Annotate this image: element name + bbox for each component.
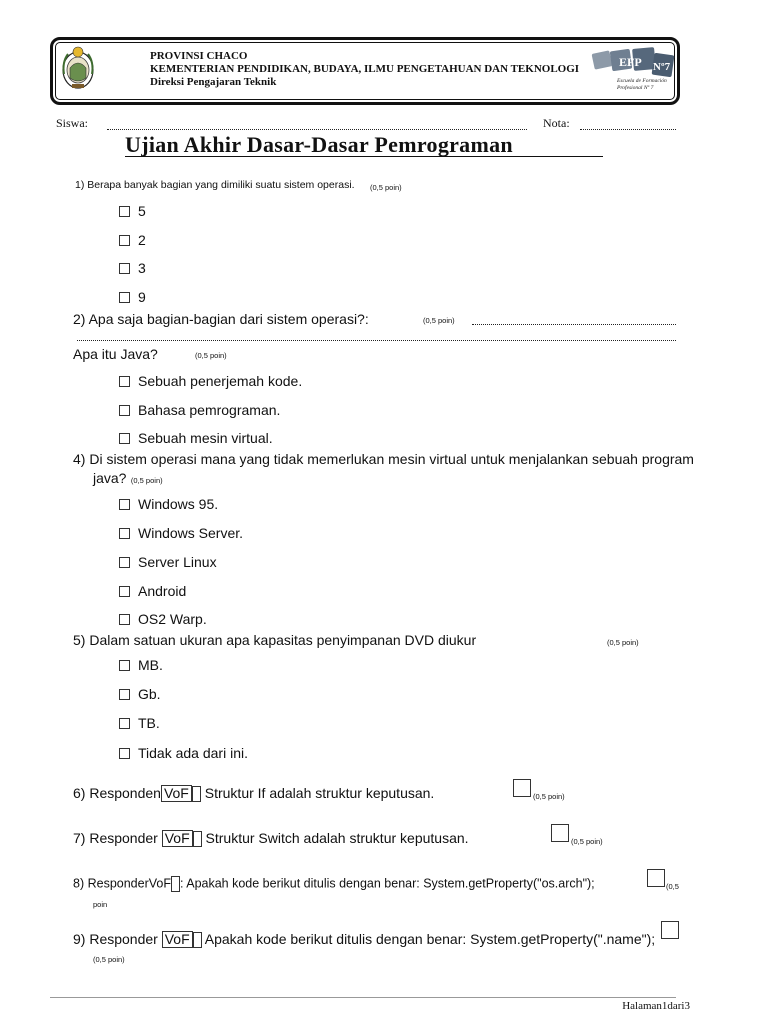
student-label: Siswa:: [56, 116, 89, 130]
vof-field[interactable]: VoF: [162, 830, 193, 847]
option-label: Android: [138, 583, 187, 599]
answer-line[interactable]: [472, 324, 676, 325]
option[interactable]: [119, 289, 146, 305]
option[interactable]: [119, 496, 218, 512]
option[interactable]: [119, 232, 146, 248]
option[interactable]: [119, 715, 160, 731]
question-3-points: (0,5 poin): [195, 351, 227, 360]
option-label: Sebuah mesin virtual.: [138, 430, 273, 446]
vof-colon-box: [193, 932, 202, 948]
option[interactable]: [119, 611, 207, 627]
question-8-points-2: poin: [93, 900, 108, 909]
question-5-points: (0,5 poin): [607, 638, 639, 647]
checkbox[interactable]: [119, 614, 130, 625]
option-label: Bahasa pemrograman.: [138, 402, 281, 418]
option[interactable]: [119, 373, 302, 389]
student-name-line[interactable]: [107, 129, 527, 130]
option[interactable]: [119, 525, 243, 541]
option[interactable]: [119, 430, 273, 446]
checkbox[interactable]: [119, 586, 130, 597]
checkbox[interactable]: [119, 557, 130, 568]
answer-box[interactable]: [513, 779, 531, 797]
checkbox[interactable]: [119, 499, 130, 510]
question-6-points: (0,5 poin): [533, 792, 565, 801]
checkbox[interactable]: [119, 689, 130, 700]
question-4-line2: [93, 470, 163, 488]
question-9-points: (0,5 poin): [93, 955, 125, 964]
answer-box[interactable]: [647, 869, 665, 887]
footer-divider: [50, 997, 676, 998]
checkbox[interactable]: [119, 292, 130, 303]
grade-label: Nota:: [543, 116, 570, 130]
grade-line[interactable]: [580, 129, 676, 130]
question-8: [73, 876, 595, 892]
logo-number: Nº7: [653, 61, 671, 73]
vof-field[interactable]: VoF: [162, 931, 193, 948]
checkbox[interactable]: [119, 376, 130, 387]
option-label: Windows Server.: [138, 525, 244, 541]
question-2-points: (0,5 poin): [423, 316, 455, 325]
checkbox[interactable]: [119, 528, 130, 539]
question-9-prefix: 9) Responder: [73, 931, 158, 947]
checkbox[interactable]: [119, 718, 130, 729]
question-6-statement: Struktur If adalah struktur keputusan.: [204, 785, 435, 801]
checkbox[interactable]: [119, 263, 130, 274]
question-7-statement: Struktur Switch adalah struktur keputusan.: [205, 830, 469, 846]
checkbox[interactable]: [119, 748, 130, 759]
option-label: 2: [138, 232, 146, 248]
option[interactable]: [119, 583, 186, 599]
checkbox[interactable]: [119, 660, 130, 671]
vof-colon-box: [192, 786, 201, 802]
page-number: Halaman1dari3: [622, 1000, 690, 1012]
checkbox[interactable]: [119, 405, 130, 416]
option-label: Server Linux: [138, 554, 217, 570]
option[interactable]: [119, 554, 217, 570]
question-4-text-2: java?: [93, 470, 127, 486]
question-8-mid: : A: [179, 876, 195, 891]
question-8-prefix[interactable]: 8) ResponderVoF: [73, 876, 171, 891]
question-1-text: 1) Berapa banyak bagian yang dimiliki suatu sistem operasi.: [75, 179, 355, 191]
option[interactable]: [119, 260, 146, 276]
checkbox[interactable]: [119, 433, 130, 444]
logo-caption-2: Profesional Nº 7: [617, 85, 654, 91]
question-9-statement: Apakah kode berikut ditulis dengan benar: System.getProperty(".name");: [204, 931, 656, 947]
answer-line[interactable]: [77, 340, 676, 341]
question-5-text: 5) Dalam satuan ukuran apa kapasitas penyimpanan DVD diukur: [73, 632, 477, 648]
question-3-text: Apa itu Java?: [73, 346, 158, 362]
question-2-text: 2) Apa saja bagian-bagian dari sistem operasi?:: [73, 311, 369, 327]
option-label: OS2 Warp.: [138, 611, 207, 627]
logo-caption-1: Escuela de Formación: [617, 78, 667, 84]
header-ministry: KEMENTERIAN PENDIDIKAN, BUDAYA, ILMU PENGETAHUAN DAN TEKNOLOGI: [150, 63, 580, 75]
header-text: [150, 50, 579, 89]
vof-colon-box: [171, 876, 180, 892]
question-7-points: (0,5 poin): [571, 837, 603, 846]
school-logo-icon: [589, 46, 679, 98]
option-label: 9: [138, 289, 146, 305]
option-label: 3: [138, 260, 146, 276]
question-8-statement: pakah kode berikut ditulis dengan benar: System.getProperty("os.arch");: [194, 876, 595, 891]
question-8-points: (0,5: [666, 882, 679, 891]
option-label: Sebuah penerjemah kode.: [138, 373, 303, 389]
option-label: MB.: [138, 657, 163, 673]
option-label: TB.: [138, 715, 160, 731]
question-1: [75, 179, 355, 191]
option[interactable]: [119, 203, 146, 219]
question-7: [73, 830, 469, 847]
question-6: [73, 785, 434, 802]
checkbox[interactable]: [119, 206, 130, 217]
answer-box[interactable]: [551, 824, 569, 842]
question-9: [73, 931, 655, 948]
provincial-seal-icon: [60, 44, 96, 92]
option[interactable]: [119, 657, 163, 673]
option[interactable]: [119, 686, 161, 702]
exam-title: Ujian Akhir Dasar-Dasar Pemrograman: [125, 132, 513, 157]
option-label: Gb.: [138, 686, 161, 702]
title-underline: [125, 156, 603, 157]
logo-lettering: EFP: [619, 55, 642, 69]
option-label: Windows 95.: [138, 496, 219, 512]
question-6-prefix: 6) Responden: [73, 785, 161, 801]
option[interactable]: [119, 402, 280, 418]
answer-box[interactable]: [661, 921, 679, 939]
question-4-text: 4) Di sistem operasi mana yang tidak memerlukan mesin virtual untuk menjalankan sebuah program: [73, 451, 694, 467]
option[interactable]: [119, 745, 248, 761]
vof-colon-box: [193, 831, 202, 847]
option-label: 5: [138, 203, 146, 219]
header-direction: Direksi Pengajaran Teknik: [150, 76, 277, 88]
header-province: PROVINSI CHACO: [150, 50, 248, 62]
vof-field[interactable]: VoF: [161, 785, 192, 802]
question-7-prefix: 7) Responder: [73, 830, 158, 846]
option-label: Tidak ada dari ini.: [138, 745, 248, 761]
question-1-points: (0,5 poin): [370, 183, 402, 192]
question-4-points: (0,5 poin): [130, 476, 163, 485]
checkbox[interactable]: [119, 235, 130, 246]
